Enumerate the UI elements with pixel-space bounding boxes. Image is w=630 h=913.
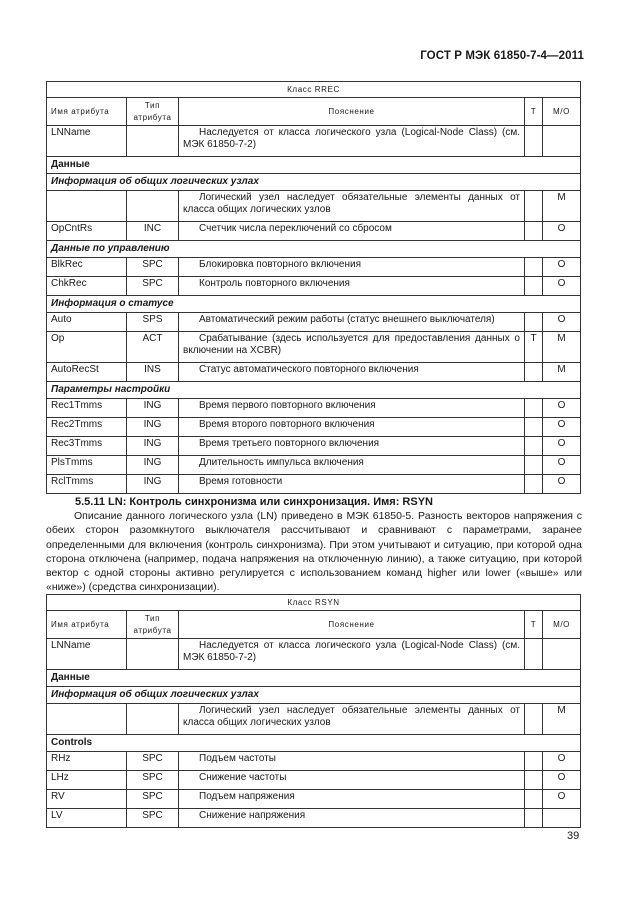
attr-type: ACT [127,332,179,363]
section-row [47,382,581,399]
attr-explanation [179,191,525,222]
section-label: Информация о статусе [47,296,581,313]
table-row [47,639,581,670]
attr-t [525,437,543,456]
table-row [47,809,581,828]
attr-type [127,126,179,157]
section-row [47,670,581,687]
attr-explanation [179,277,525,296]
attr-explanation [179,437,525,456]
attr-mo: O [543,456,581,475]
attr-t [525,809,543,828]
col-mo: M/O [543,611,581,639]
table-rrec [46,81,581,494]
attr-name: ChkRec [47,277,127,296]
section-label: Данные по управлению [47,241,581,258]
attr-type: ING [127,456,179,475]
table-row [47,790,581,809]
attr-type [127,704,179,735]
attr-mo: O [543,437,581,456]
page-number: 39 [567,830,580,842]
attr-type: ING [127,475,179,494]
attr-explanation [179,222,525,241]
explanation-text: Длительность импульса включения [199,457,364,468]
attr-type [127,639,179,670]
attr-t [525,126,543,157]
explanation-text: Блокировка повторного включения [199,259,362,270]
attr-t [525,639,543,670]
attr-mo: O [543,475,581,494]
section-row [47,687,581,704]
table-row [47,277,581,296]
attr-type: INS [127,363,179,382]
attr-explanation [179,363,525,382]
table-row [47,437,581,456]
attr-mo [543,126,581,157]
col-attr-name: Имя атрибута [47,611,127,639]
attr-name: LNName [47,126,127,157]
explanation-text: Логический узел наследует обязательные элементы данных от класса общих логических узлов [183,192,520,215]
col-mo: M/O [543,98,581,126]
explanation-text: Время второго повторного включения [199,419,375,430]
table-row [47,126,581,157]
explanation-text: Контроль повторного включения [199,278,350,289]
section-paragraph [46,509,582,595]
explanation-text: Время готовности [199,476,283,487]
explanation-text: Снижение частоты [199,772,287,783]
attr-mo: O [543,418,581,437]
attr-mo: O [543,752,581,771]
attr-t [525,704,543,735]
document-header: ГОСТ Р МЭК 61850-7-4—2011 [420,50,584,62]
attr-name: LV [47,809,127,828]
attr-mo: O [543,771,581,790]
attr-mo: M [543,704,581,735]
attr-t [525,313,543,332]
table-row [47,363,581,382]
class-label: Класс RREC [47,82,581,98]
table-rsyn [46,594,581,828]
table-row [47,752,581,771]
attr-type: ING [127,418,179,437]
attr-t: T [525,332,543,363]
table-row [47,258,581,277]
attr-name: PlsTmms [47,456,127,475]
section-row [47,735,581,752]
attr-name: RclTmms [47,475,127,494]
explanation-text: Время первого повторного включения [199,400,376,411]
attr-type: ING [127,437,179,456]
attr-name [47,191,127,222]
attr-explanation [179,313,525,332]
attr-mo: M [543,191,581,222]
attr-explanation [179,332,525,363]
attr-mo: O [543,399,581,418]
col-attr-type: Тип атрибута [127,98,179,126]
attr-explanation [179,639,525,670]
attr-type [127,191,179,222]
attr-mo: O [543,790,581,809]
attr-explanation [179,809,525,828]
explanation-text: Наследуется от класса логического узла (Logical-Node Class) (см. МЭК 61850-7-2) [183,640,520,663]
attr-mo: O [543,222,581,241]
explanation-text: Срабатывание (здесь используется для предоставления данных о включении на XCBR) [183,333,520,356]
explanation-text: Счетчик числа переключений со сбросом [199,223,392,234]
section-row [47,174,581,191]
attr-explanation [179,771,525,790]
attr-name: Rec2Tmms [47,418,127,437]
table-row [47,475,581,494]
col-attr-name: Имя атрибута [47,98,127,126]
section-label: Controls [47,735,581,752]
attr-name [47,704,127,735]
explanation-text: Наследуется от класса логического узла (Logical-Node Class) (см. МЭК 61850-7-2) [183,127,520,150]
col-explanation: Пояснение [179,98,525,126]
table-row [47,222,581,241]
attr-mo [543,639,581,670]
attr-mo: O [543,313,581,332]
explanation-text: Логический узел наследует обязательные элементы данных от класса общих логических узлов [183,705,520,728]
attr-name: Op [47,332,127,363]
attr-t [525,191,543,222]
attr-t [525,277,543,296]
attr-type: SPC [127,809,179,828]
explanation-text: Подъем напряжения [199,791,295,802]
attr-type: SPS [127,313,179,332]
attr-explanation [179,704,525,735]
attr-t [525,258,543,277]
attr-mo: M [543,363,581,382]
section-heading: 5.5.11 LN: Контроль синхронизма или синхронизация. Имя: RSYN [75,496,433,508]
attr-name: AutoRecSt [47,363,127,382]
attr-t [525,399,543,418]
attr-name: LHz [47,771,127,790]
paragraph-text: Описание данного логического узла (LN) приведено в МЭК 61850-5. Разность векторов напряжения с обеих сторон разомкнутого выключателя рассчитывают и сравнивают с параметрами, заранее определенными для включения (контроль синхронизма). При этом учитывают и ситуацию, при которой одна сторона отключена (например, подача напряжения на отключенную линию), а также ситуацию, при которой вектор с одной стороны активно регулируется с использованием команд higher или lower («выше» или «ниже») (средства синхронизации). [46,510,582,594]
explanation-text: Снижение напряжения [199,810,306,821]
section-label: Информация об общих логических узлах [47,687,581,704]
attr-t [525,475,543,494]
attr-type: INC [127,222,179,241]
table-row [47,704,581,735]
attr-name: LNName [47,639,127,670]
attr-explanation [179,399,525,418]
attr-t [525,363,543,382]
attr-mo: O [543,277,581,296]
attr-t [525,418,543,437]
table-row [47,418,581,437]
table-row [47,399,581,418]
attr-name: Rec3Tmms [47,437,127,456]
attr-explanation [179,418,525,437]
table-row [47,771,581,790]
attr-explanation [179,126,525,157]
attr-name: RHz [47,752,127,771]
attr-explanation [179,752,525,771]
attr-t [525,790,543,809]
attr-t [525,456,543,475]
explanation-text: Статус автоматического повторного включения [199,364,419,375]
attr-mo [543,809,581,828]
attr-t [525,752,543,771]
attr-explanation [179,790,525,809]
attr-type: SPC [127,790,179,809]
explanation-text: Подъем частоты [199,753,276,764]
attr-mo: M [543,332,581,363]
col-attr-type: Тип атрибута [127,611,179,639]
table-row [47,191,581,222]
attr-name: OpCntRs [47,222,127,241]
explanation-text: Автоматический режим работы (статус внешнего выключателя) [199,314,495,325]
attr-t [525,222,543,241]
attr-explanation [179,258,525,277]
attr-type: SPC [127,771,179,790]
col-t: T [525,611,543,639]
attr-t [525,771,543,790]
section-label: Данные [47,157,581,174]
explanation-text: Время третьего повторного включения [199,438,380,449]
attr-name: Rec1Tmms [47,399,127,418]
section-row [47,296,581,313]
table-row [47,313,581,332]
attr-name: BlkRec [47,258,127,277]
attr-type: SPC [127,258,179,277]
col-t: T [525,98,543,126]
section-label: Информация об общих логических узлах [47,174,581,191]
class-label: Класс RSYN [47,595,581,611]
attr-mo: O [543,258,581,277]
attr-type: ING [127,399,179,418]
attr-explanation [179,456,525,475]
attr-name: Auto [47,313,127,332]
attr-type: SPC [127,752,179,771]
col-explanation: Пояснение [179,611,525,639]
table-row [47,332,581,363]
section-label: Параметры настройки [47,382,581,399]
attr-type: SPC [127,277,179,296]
attr-explanation [179,475,525,494]
attr-name: RV [47,790,127,809]
section-row [47,241,581,258]
table-row [47,456,581,475]
section-label: Данные [47,670,581,687]
section-row [47,157,581,174]
